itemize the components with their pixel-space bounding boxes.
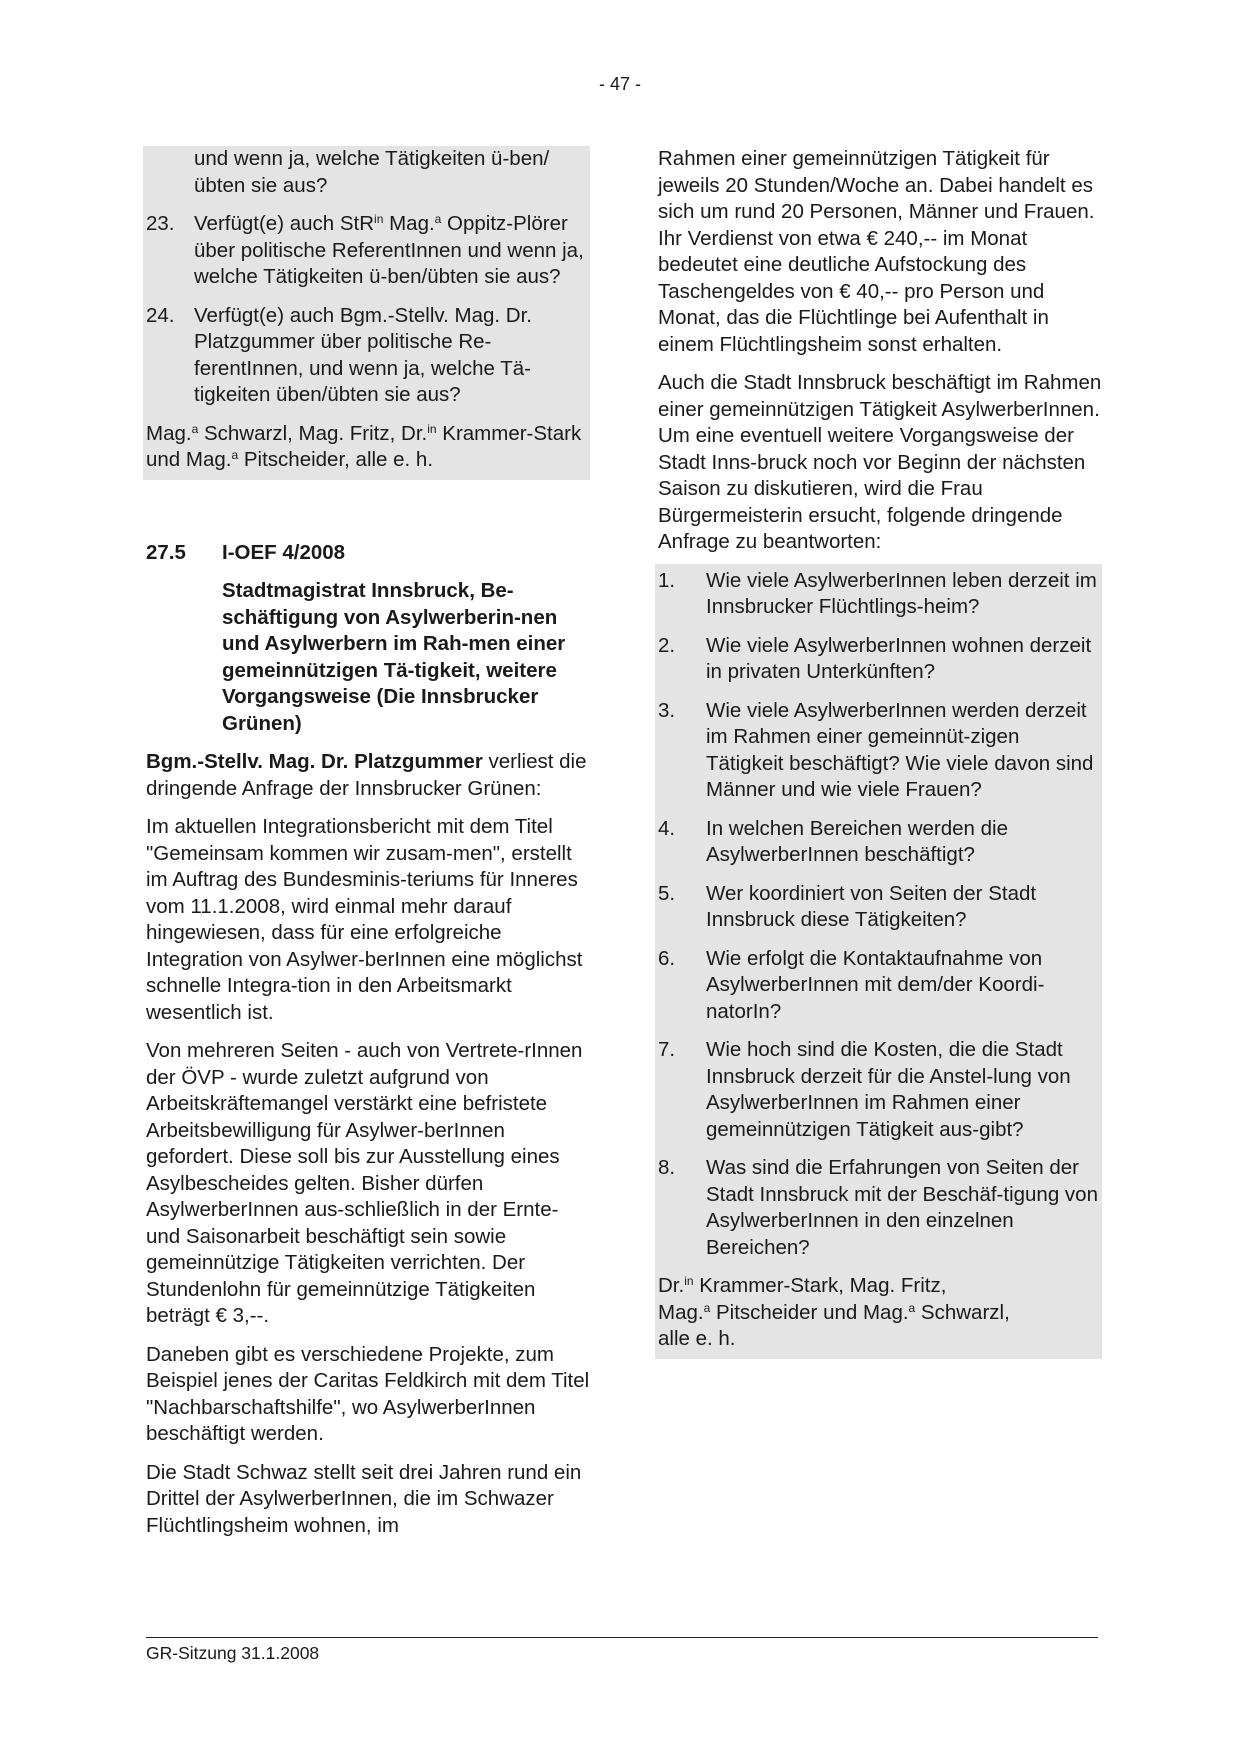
question-item: 2. Wie viele AsylwerberInnen wohnen derzeit in privaten Unterkünften?: [658, 633, 1092, 683]
body-paragraph: Auch die Stadt Innsbruck beschäftigt im Rahmen einer gemeinnützigen Tätigkeit AsylwerberInnen. Um eine eventuell weitere Vorgangsweise der Stadt Inns-bruck noch vor Beginn der nächsten Saison zu diskutieren, wird die Frau Bürgermeisterin ersucht, folgende dringende Anfrage zu beantworten:: [658, 371, 1102, 553]
page-number: - 47 -: [598, 74, 641, 94]
agenda-heading: [146, 540, 590, 567]
signature: Dr.$^{in}$ Krammer-Stark, Mag. Fritz, Mag.$^a$ Pitscheider und Mag.$^a$ Schwarzl, alle e. h.: [658, 1274, 1010, 1350]
question-text: Verfügt(e) auch StR$^{in}$ Mag.$^a$ Oppitz-Plörer über politische ReferentInnen und wenn ja, welche Tätigkeiten ü-ben/übten sie aus?: [194, 212, 584, 288]
agenda-code: I-OEF 4/2008: [222, 540, 346, 564]
question-item: 6. Wie erfolgt die Kontaktaufnahme von AsylwerberInnen mit dem/der Koordi-natorIn?: [658, 946, 1045, 1023]
inquiry-questions-box: [655, 564, 1102, 1359]
speaker-paragraph: Bgm.-Stellv. Mag. Dr. Platzgummer verliest die dringende Anfrage der Innsbrucker Grünen:: [146, 750, 587, 800]
body-paragraph: Rahmen einer gemeinnützigen Tätigkeit für jeweils 20 Stunden/Woche an. Dabei handelt es sich um rund 20 Personen, Männer und Frauen. Ihr Verdienst von etwa € 240,-- im Monat bedeutet eine deutliche Aufstockung des Taschengeldes von € 40,-- pro Person und Monat, das die Flüchtlinge bei Aufenthalt in einem Flüchtlingsheim sonst erhalten.: [658, 147, 1095, 356]
footer-text: GR-Sitzung 31.1.2008: [146, 1643, 320, 1663]
signature: Mag.$^a$ Schwarzl, Mag. Fritz, Dr.$^{in}$ Krammer-Stark und Mag.$^a$ Pitscheider, alle e. h.: [146, 421, 582, 471]
question-item: 8. Was sind die Erfahrungen von Seiten der Stadt Innsbruck mit der Beschäf-tigung von AsylwerberInnen in den einzelnen Bereichen?: [658, 1156, 1098, 1259]
question-item: [146, 303, 590, 409]
body-paragraph: Daneben gibt es verschiedene Projekte, zum Beispiel jenes der Caritas Feldkirch mit dem Titel "Nachbarschaftshilfe", wo AsylwerberInnen beschäftigt werden.: [146, 1342, 590, 1445]
question-item: 3. Wie viele AsylwerberInnen werden derzeit im Rahmen einer gemeinnüt-zigen Tätigkeit beschäftigt? Wie viele davon sind Männer und wie viele Frauen?: [658, 698, 1094, 801]
body-paragraph: Die Stadt Schwaz stellt seit drei Jahren rund ein Drittel der AsylwerberInnen, die im Schwazer Flüchtlingsheim wohnen, im: [146, 1460, 582, 1537]
question-number: 23.: [146, 212, 175, 235]
question-item: 5. Wer koordiniert von Seiten der Stadt Innsbruck diese Tätigkeiten?: [658, 881, 1037, 931]
footer-rule: [146, 1637, 1098, 1638]
question-item: [146, 211, 590, 291]
question-item: 7. Wie hoch sind die Kosten, die die Stadt Innsbruck derzeit für die Anstel-lung von AsylwerberInnen im Rahmen einer gemeinnützigen Tätigkeit aus-gibt?: [658, 1038, 1071, 1141]
agenda-number: 27.5: [146, 540, 186, 564]
question-item: 4. In welchen Bereichen werden die AsylwerberInnen beschäftigt?: [658, 816, 1008, 866]
question-continuation: und wenn ja, welche Tätigkeiten ü-ben/übten sie aus?: [194, 147, 550, 197]
right-column: [658, 146, 1102, 1359]
body-paragraph: Von mehreren Seiten - auch von Vertrete-rInnen der ÖVP - wurde zuletzt aufgrund von Arbeitskräftemangel verstärkt eine befristete Arbeitsbewilligung für Asylwer-berInnen gefordert. Diese soll bis zur Ausstellung eines Asylbescheides gelten. Bisher dürfen AsylwerberInnen aus-schließlich in der Ernte- und Saisonarbeit beschäftigt sein sowie gemeinnützige Tätigkeiten verrichten. Der Stundenlohn für gemeinnützige Tätigkeiten beträgt € 3,--.: [146, 1039, 583, 1327]
question-text: Verfügt(e) auch Bgm.-Stellv. Mag. Dr. Platzgummer über politische Re-ferentInnen, und wenn ja, welche Tä-tigkeiten üben/übten sie aus?: [194, 303, 532, 406]
question-number: 24.: [146, 303, 175, 327]
body-paragraph: Im aktuellen Integrationsbericht mit dem Titel "Gemeinsam kommen wir zusam-men", erstellt im Auftrag des Bundesminis-teriums für Inneres vom 11.1.2008, wird einmal mehr darauf hingewiesen, dass für eine erfolgreiche Integration von Asylwer-berInnen eine möglichst schnelle Integra-tion in den Arbeitsmarkt wesentlich ist.: [146, 815, 583, 1024]
left-column: [146, 146, 590, 1551]
quoted-questions-box: [143, 146, 590, 480]
agenda-title: Stadtmagistrat Innsbruck, Be-schäftigung von Asylwerberin-nen und Asylwerbern im Rah-men einer gemeinnützigen Tä-tigkeit, weitere Vorgangsweise (Die Innsbrucker Grünen): [222, 579, 566, 735]
question-item: 1. Wie viele AsylwerberInnen leben derzeit im Innsbrucker Flüchtlings-heim?: [658, 568, 1097, 618]
speaker-name: Bgm.-Stellv. Mag. Dr. Platzgummer: [146, 750, 483, 773]
